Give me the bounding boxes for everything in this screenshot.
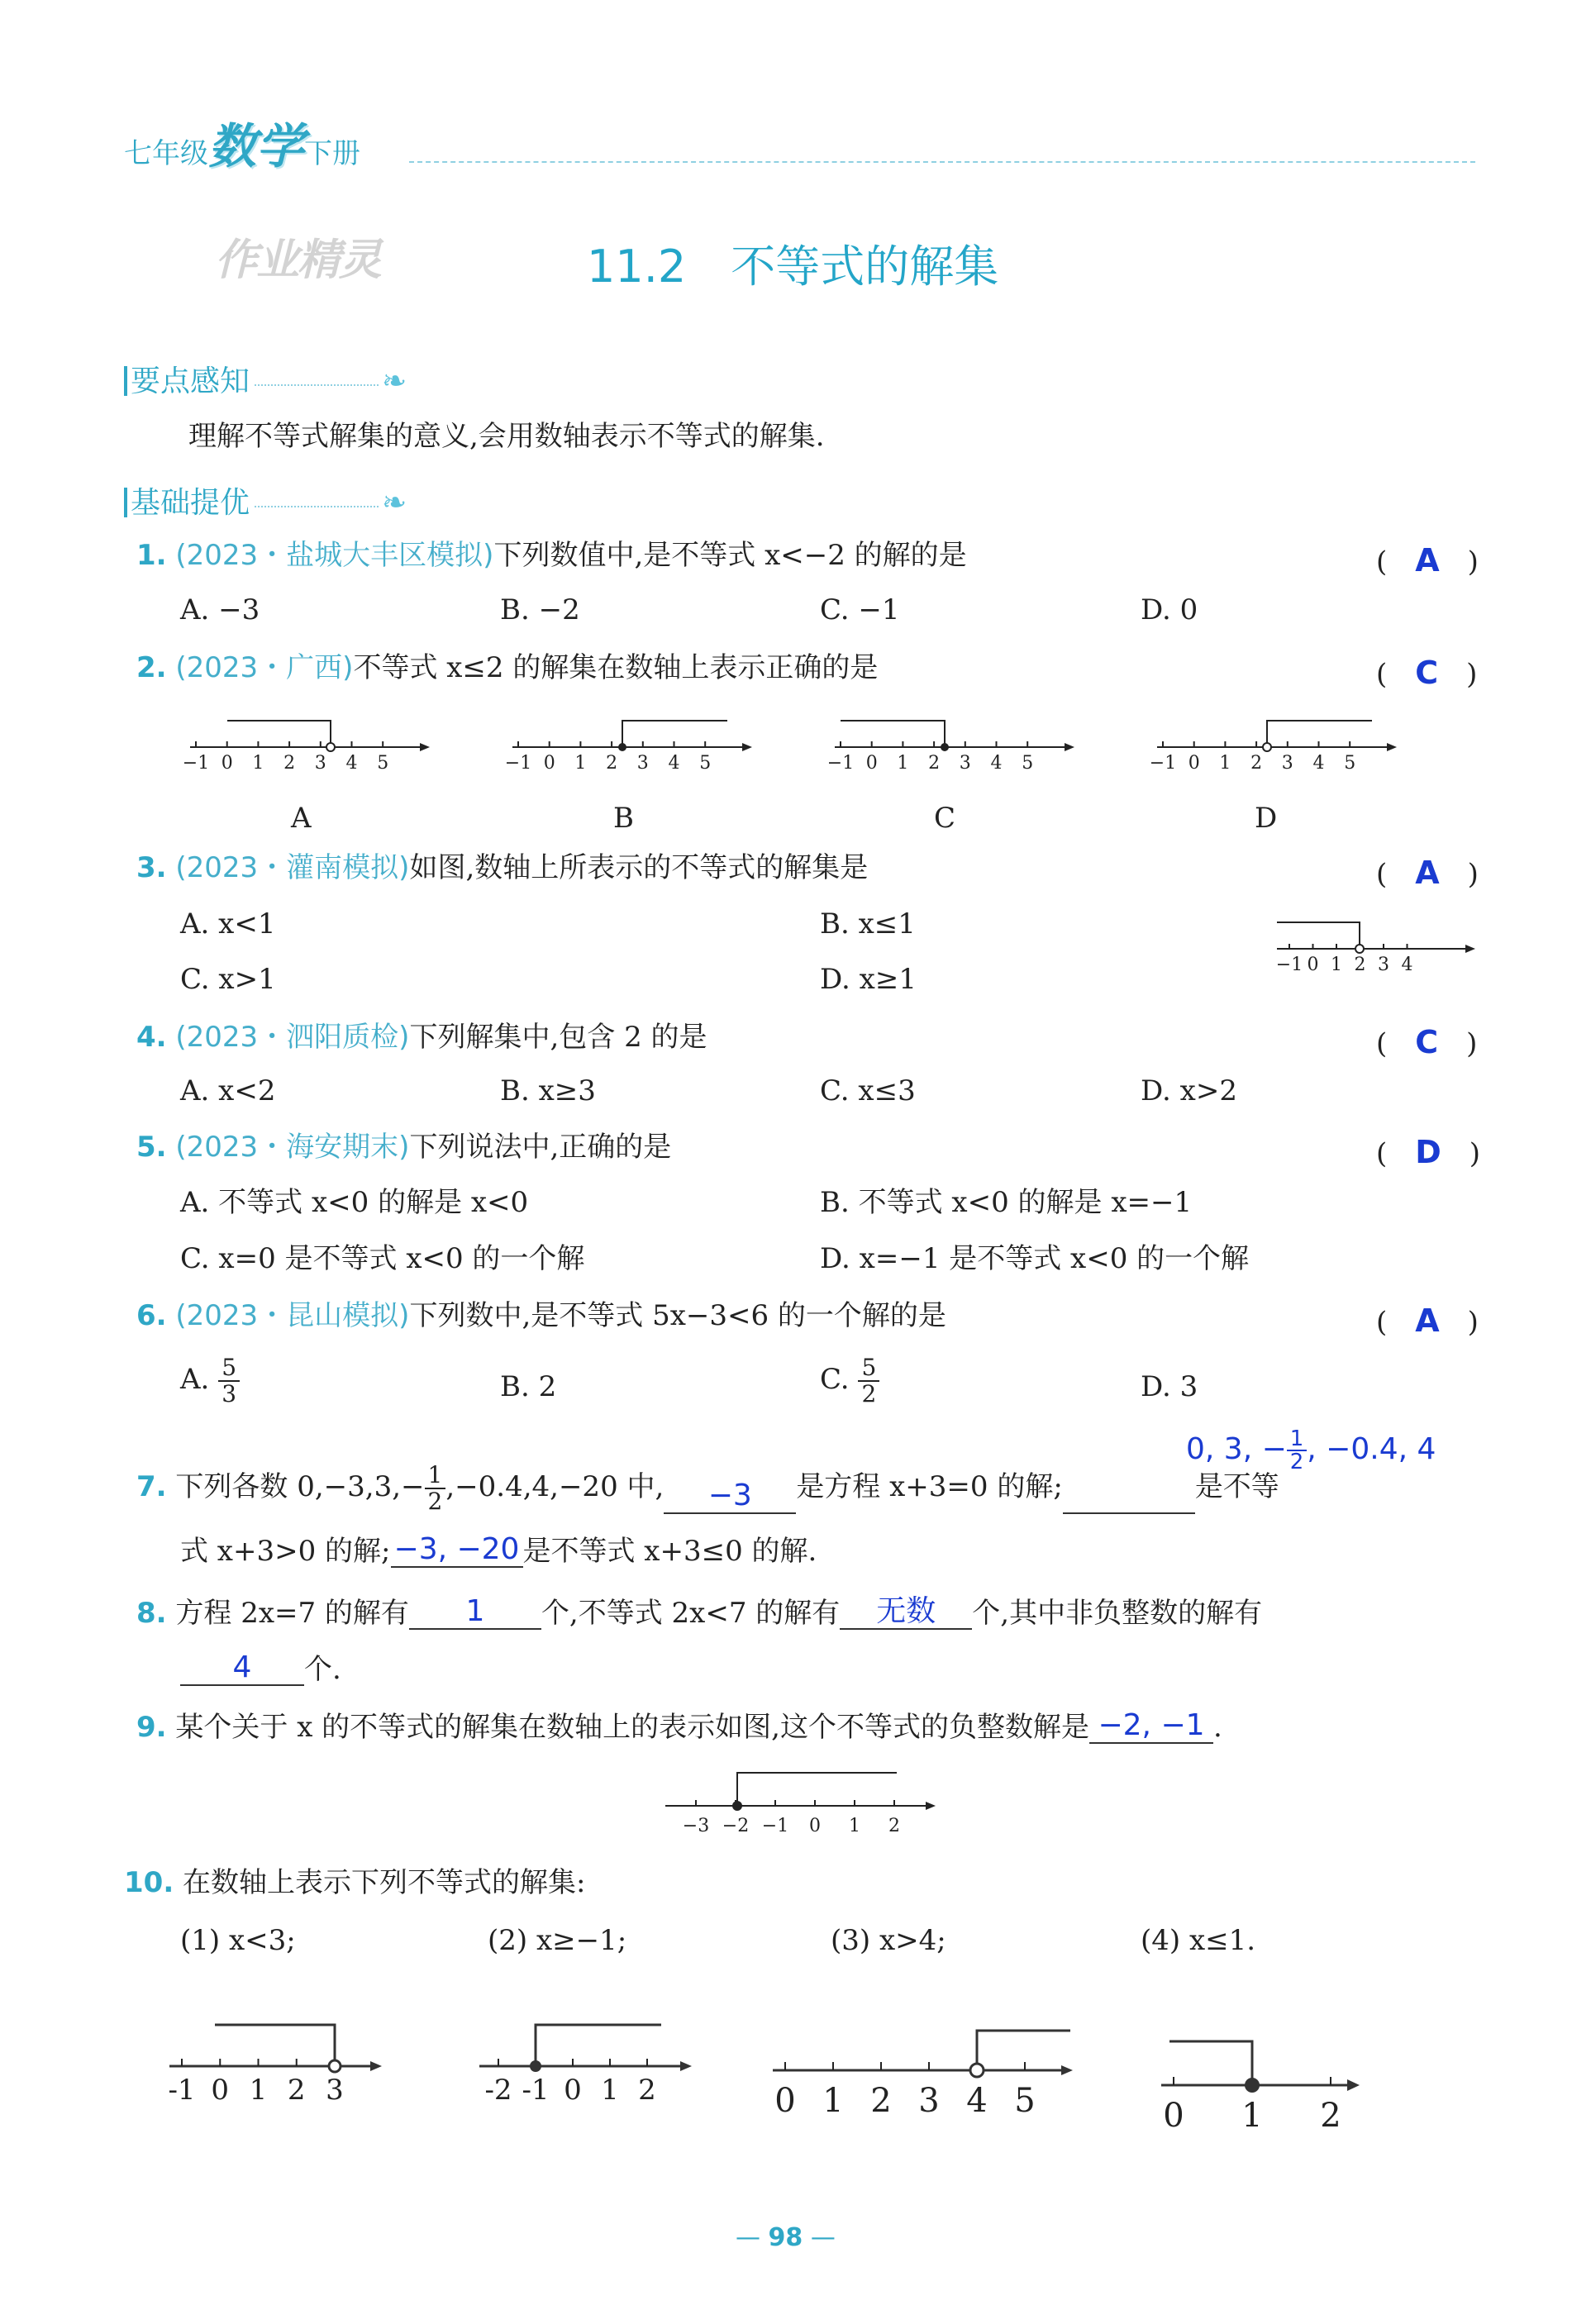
header-rule [409, 161, 1475, 163]
q9-answer: −2, −1 [1089, 1709, 1213, 1744]
section-basic-label: 基础提优 [131, 486, 250, 520]
tick-label: 0 [211, 2074, 230, 2107]
subject-label: 数学 [208, 118, 305, 174]
tick-label: 5 [1022, 753, 1034, 774]
tick-label: −3 [682, 1816, 710, 1836]
q1-option-b: B. −2 [500, 593, 580, 626]
q2-label-d: D [1255, 802, 1278, 835]
grade-label: 七年级 [124, 137, 208, 170]
q2-numberline-c [826, 712, 1079, 779]
q4-option-c: C. x≤3 [820, 1074, 916, 1107]
tick-label: 0 [774, 2082, 796, 2120]
q6-option-c: C. $\frac{5}{2}$ [820, 1355, 879, 1407]
tick-label: -1 [168, 2074, 196, 2107]
tick-label: 2 [888, 1816, 900, 1836]
tick-label: 1 [1241, 2097, 1263, 2135]
page-number: — 98 — [736, 2223, 836, 2252]
tick-label: 0 [543, 753, 555, 774]
q7-answer-3: −3, −20 [391, 1533, 523, 1568]
q5-stem: 5. (2023・海安期末)下列说法中,正确的是 [136, 1131, 672, 1164]
q3-option-c: C. x>1 [180, 963, 276, 996]
tick-label: 2 [928, 753, 941, 774]
q3-numberline [1273, 909, 1479, 975]
q5-answer: D [1415, 1134, 1441, 1170]
book-header [124, 107, 360, 177]
tick-label: 2 [606, 753, 618, 774]
q7-line1: 7. 下列各数 0,−3,3,− $\frac{1}{2}$ ,−0.4,4,−20 中, −3 是方程 x+3=0 的解; 是不等 [136, 1461, 1279, 1515]
tick-label: 1 [897, 753, 909, 774]
tick-label: 1 [252, 753, 264, 774]
tick-label: 2 [870, 2082, 892, 2120]
tick-label: 5 [699, 753, 712, 774]
volume-label: 下册 [304, 137, 361, 170]
q2-label-b: B [613, 802, 634, 835]
q6-option-d: D. 3 [1141, 1370, 1198, 1403]
q2-stem: 2. (2023・广西)不等式 x≤2 的解集在数轴上表示正确的是 [136, 651, 879, 684]
q5-option-c: C. x=0 是不等式 x<0 的一个解 [180, 1242, 585, 1275]
q10-part-4: (4) x≤1. [1141, 1924, 1256, 1957]
q10-numberline-1 [165, 1996, 388, 2120]
q5-option-d: D. x=−1 是不等式 x<0 的一个解 [820, 1242, 1250, 1275]
page-title: 11.2 不等式的解集 [587, 240, 999, 293]
q6-answer: A [1415, 1302, 1440, 1339]
q4-answer: C [1415, 1024, 1439, 1060]
q7-answer-2: 0, 3, − $\frac{1}{2}$ , −0.4, 4 [1186, 1426, 1436, 1474]
tick-label: 4 [668, 753, 680, 774]
q4-option-a: A. x<2 [180, 1074, 276, 1107]
tick-label: -1 [522, 2074, 550, 2107]
tick-label: −1 [826, 753, 855, 774]
solid-dot [618, 743, 626, 751]
tick-label: 3 [1378, 955, 1389, 975]
tick-label: 1 [601, 2074, 619, 2107]
q2-numberline-a [182, 712, 434, 779]
q5-option-b: B. 不等式 x<0 的解是 x=−1 [820, 1186, 1193, 1219]
q10-numberline-2 [475, 1996, 698, 2120]
open-dot [329, 2060, 341, 2072]
q4-option-b: B. x≥3 [500, 1074, 596, 1107]
q2-numberline-d [1149, 712, 1401, 779]
tick-label: 4 [990, 753, 1003, 774]
tick-label: 3 [1281, 753, 1293, 774]
q3-answer: A [1415, 855, 1440, 891]
q2-answer-paren: ( C ) [1376, 655, 1478, 691]
q2-numberline-b [504, 712, 756, 779]
tick-label: 1 [849, 1816, 860, 1836]
q10-part-2: (2) x≥−1; [488, 1924, 627, 1957]
fly-icon: ❧ [382, 486, 407, 520]
tick-label: 1 [249, 2074, 268, 2107]
tick-label: 1 [1219, 753, 1231, 774]
solid-dot [732, 1801, 742, 1811]
tick-label: −1 [1149, 753, 1177, 774]
tick-label: 2 [287, 2074, 306, 2107]
tick-label: 3 [918, 2082, 940, 2120]
q4-option-d: D. x>2 [1141, 1074, 1237, 1107]
tick-label: -2 [484, 2074, 512, 2107]
tick-label: −1 [504, 753, 532, 774]
solid-dot [1245, 2078, 1260, 2093]
tick-label: 0 [1163, 2097, 1184, 2135]
q1-answer-paren: ( A ) [1376, 542, 1479, 579]
q3-option-d: D. x≥1 [820, 963, 917, 996]
q9-stem: 9. 某个关于 x 的不等式的解集在数轴上的表示如图,这个不等式的负整数解是 −2, −1 . [136, 1708, 1222, 1744]
tick-label: 5 [1014, 2082, 1036, 2120]
fly-icon: ❧ [382, 364, 407, 398]
tick-label: 0 [221, 753, 233, 774]
section-key-points-label: 要点感知 [131, 364, 250, 398]
tick-label: 0 [865, 753, 878, 774]
open-dot [1355, 945, 1364, 953]
open-dot [326, 743, 335, 751]
q7-line2: 式 x+3>0 的解; −3, −20 是不等式 x+3≤0 的解. [180, 1532, 817, 1568]
solid-dot [530, 2060, 541, 2072]
q10-numberline-4 [1153, 1988, 1376, 2141]
key-point-text: 理解不等式解集的意义,会用数轴表示不等式的解集. [188, 420, 825, 453]
tick-label: 4 [345, 753, 358, 774]
tick-label: 5 [1344, 753, 1356, 774]
q6-option-a: A. $\frac{5}{3}$ [180, 1355, 240, 1407]
q5-answer-paren: ( D ) [1376, 1134, 1481, 1170]
tick-label: −2 [722, 1816, 750, 1836]
q1-option-d: D. 0 [1141, 593, 1198, 626]
tick-label: 5 [377, 753, 389, 774]
tick-label: 2 [1250, 753, 1263, 774]
q6-answer-paren: ( A ) [1376, 1302, 1479, 1339]
tick-label: 3 [959, 753, 971, 774]
q7-blank-2 [1063, 1512, 1195, 1514]
q2-label-c: C [934, 802, 956, 835]
q10-part-1: (1) x<3; [180, 1924, 296, 1957]
tick-label: −1 [1275, 955, 1303, 975]
q10-part-3: (3) x>4; [831, 1924, 946, 1957]
tick-label: 2 [1320, 2097, 1341, 2135]
tick-label: 2 [638, 2074, 656, 2107]
q4-answer-paren: ( C ) [1376, 1024, 1478, 1060]
tick-label: 3 [326, 2074, 344, 2107]
tick-label: 2 [1354, 955, 1366, 975]
tick-label: 0 [1188, 753, 1200, 774]
q8-answer-3: 4 [180, 1651, 304, 1686]
q8-line1: 8. 方程 2x=7 的解有 1 个,不等式 2x<7 的解有 无数 个,其中非负整数的解有 [136, 1594, 1263, 1630]
q6-option-b: B. 2 [500, 1370, 557, 1403]
q1-answer: A [1415, 542, 1440, 579]
tick-label: 1 [574, 753, 587, 774]
tick-label: 4 [1312, 753, 1325, 774]
tick-label: 3 [636, 753, 649, 774]
q1-option-a: A. −3 [180, 593, 260, 626]
q1-option-c: C. −1 [820, 593, 900, 626]
q10-numberline-3 [769, 1988, 1083, 2128]
q5-option-a: A. 不等式 x<0 的解是 x<0 [180, 1186, 529, 1219]
q7-answer-1: −3 [664, 1479, 796, 1514]
q3-stem: 3. (2023・灌南模拟)如图,数轴上所表示的不等式的解集是 [136, 851, 869, 884]
tick-label: 4 [1401, 955, 1413, 975]
tick-label: −1 [182, 753, 210, 774]
tick-label: 0 [809, 1816, 821, 1836]
q9-numberline [661, 1760, 942, 1839]
tick-label: 1 [822, 2082, 844, 2120]
open-dot [970, 2064, 984, 2077]
tick-label: 0 [1307, 955, 1319, 975]
q1-stem: 1. (2023・盐城大丰区模拟)下列数值中,是不等式 x<−2 的解的是 [136, 539, 967, 572]
tick-label: 2 [283, 753, 296, 774]
q3-answer-paren: ( A ) [1376, 855, 1479, 891]
watermark-logo: 作业精灵 [215, 236, 381, 285]
q4-stem: 4. (2023・泗阳质检)下列解集中,包含 2 的是 [136, 1021, 707, 1054]
tick-label: 3 [314, 753, 326, 774]
q2-label-a: A [291, 802, 312, 835]
q8-line2: 4 个. [180, 1651, 341, 1686]
solid-dot [941, 743, 949, 751]
tick-label: 4 [966, 2082, 988, 2120]
section-basic [124, 479, 407, 521]
tick-label: −1 [761, 1816, 789, 1836]
tick-label: 1 [1331, 955, 1342, 975]
q6-stem: 6. (2023・昆山模拟)下列数中,是不等式 5x−3<6 的一个解的是 [136, 1299, 946, 1332]
section-key-points [124, 358, 407, 400]
q10-stem: 10. 在数轴上表示下列不等式的解集: [124, 1866, 586, 1899]
q3-option-b: B. x≤1 [820, 907, 916, 941]
q3-option-a: A. x<1 [180, 907, 276, 941]
tick-label: 0 [564, 2074, 582, 2107]
q8-answer-1: 1 [409, 1595, 541, 1630]
open-dot [1263, 743, 1271, 751]
q2-answer: C [1415, 655, 1439, 691]
q8-answer-2: 无数 [840, 1595, 972, 1630]
